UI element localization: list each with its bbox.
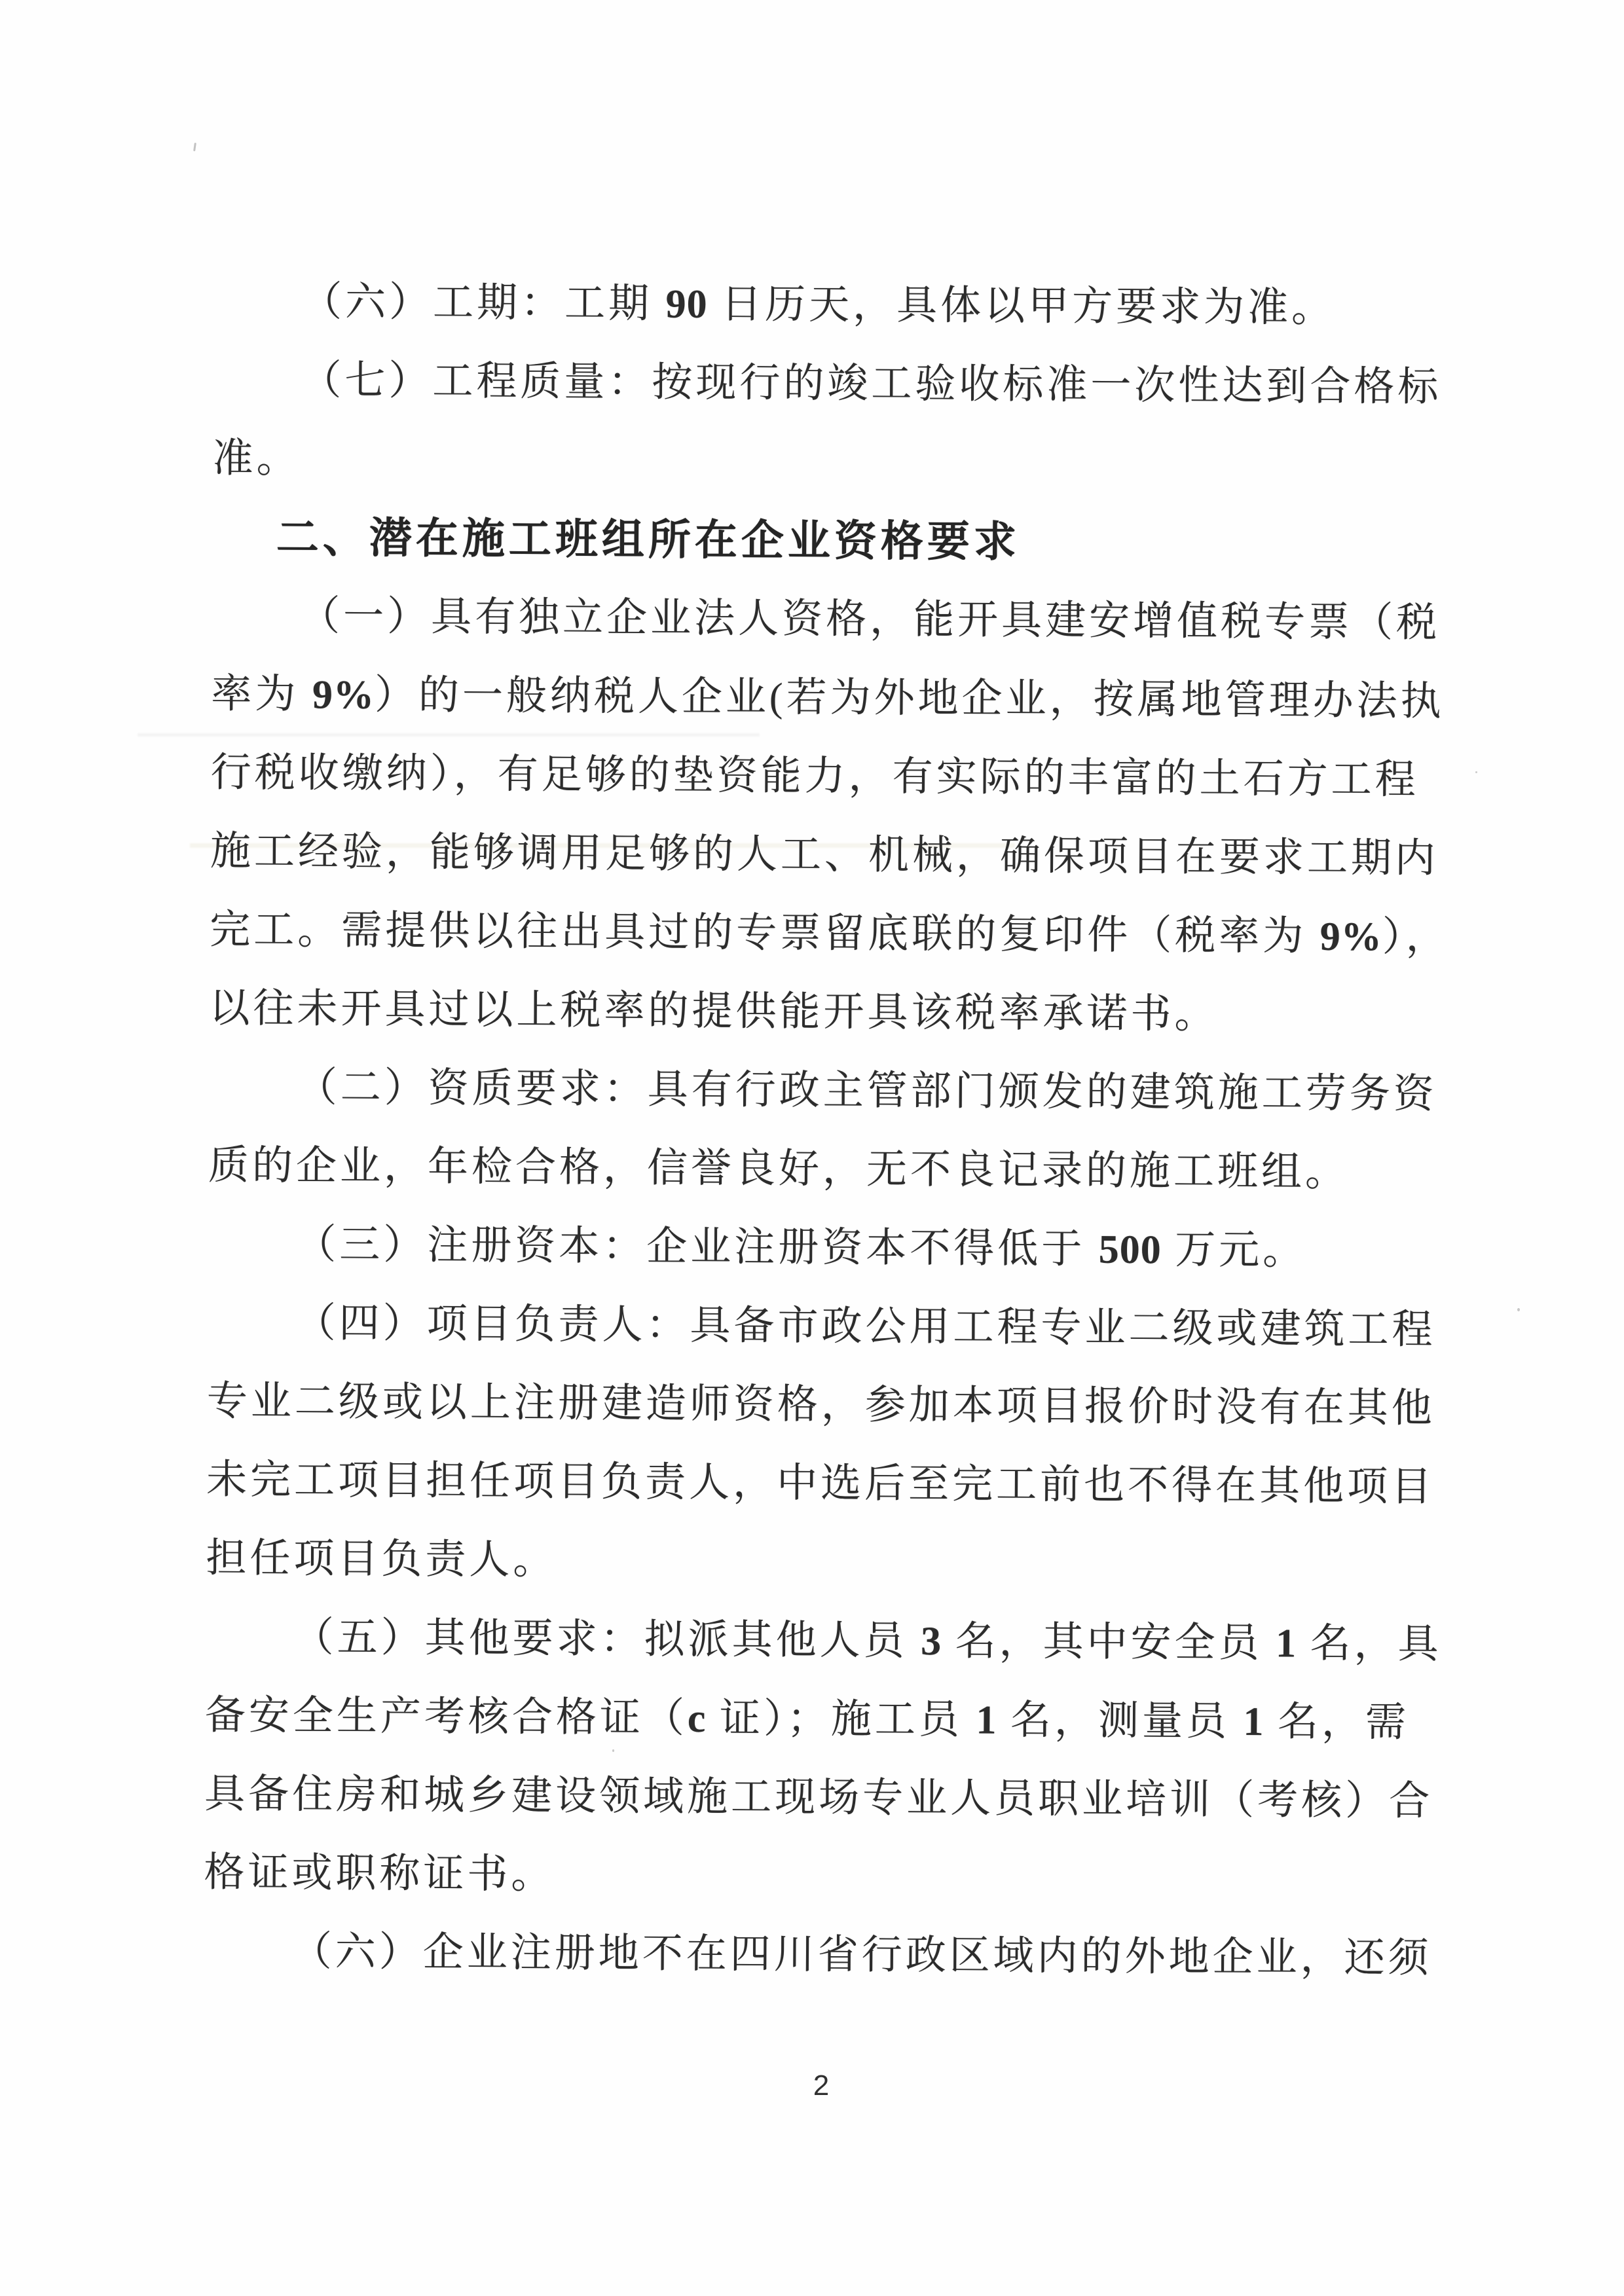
scan-speck bbox=[193, 143, 196, 151]
scan-speck bbox=[1475, 771, 1477, 773]
text-line: 率为 9%）的一般纳税人企业(若为外地企业，按属地管理办法执 bbox=[211, 672, 1445, 724]
latin-numeral: 9% bbox=[1320, 914, 1382, 960]
text-line: 专业二级或以上注册建造师资格，参加本项目报价时没有在其他 bbox=[206, 1379, 1436, 1431]
text-line: 具备住房和城乡建设领域施工现场专业人员职业培训（考核）合 bbox=[204, 1772, 1433, 1824]
text-line: 备安全生产考核合格证（c 证）；施工员 1 名，测量员 1 名，需 bbox=[204, 1693, 1410, 1745]
latin-numeral: 1 bbox=[1275, 1621, 1297, 1666]
document-body bbox=[203, 262, 1452, 1998]
text-line: （六）企业注册地不在四川省行政区域内的外地企业，还须 bbox=[291, 1929, 1432, 1981]
text-line: （四）项目负责人：具备市政公用工程专业二级或建筑工程 bbox=[295, 1301, 1436, 1353]
text-line: 准。 bbox=[212, 436, 301, 482]
text-line: 以往未开具过以上税率的提供能开具该税率承诺书。 bbox=[209, 986, 1219, 1037]
latin-numeral: 90 bbox=[665, 282, 708, 327]
text-line: 质的企业，年检合格，信誉良好，无不良记录的施工班组。 bbox=[208, 1143, 1350, 1195]
latin-numeral: 1 bbox=[1243, 1700, 1264, 1745]
text-line: 未完工项目担任项目负责人，中选后至完工前也不得在其他项目 bbox=[206, 1457, 1435, 1510]
text-line: 行税收缴纳），有足够的垫资能力，有实际的丰富的土石方工程 bbox=[210, 750, 1419, 803]
scan-speck bbox=[1517, 1308, 1520, 1311]
latin-numeral: 1 bbox=[976, 1698, 997, 1743]
text-line: 施工经验，能够调用足够的人工、机械，确保项目在要求工期内 bbox=[210, 829, 1439, 881]
text-line: 格证或职称证书。 bbox=[204, 1850, 555, 1897]
latin-numeral: c bbox=[687, 1696, 707, 1741]
text-line: 完工。需提供以往出具过的专票留底联的复印件（税率为 9%）， bbox=[210, 907, 1450, 960]
text-line: （一）具有独立企业法人资格，能开具建安增值税专票（税 bbox=[299, 594, 1441, 646]
text-line: 担任项目负责人。 bbox=[206, 1536, 557, 1583]
text-line: （二）资质要求：具有行政主管部门颁发的建筑施工劳务资 bbox=[296, 1065, 1437, 1117]
latin-numeral: 500 bbox=[1098, 1227, 1162, 1273]
section-heading: 二、潜在施工班组所在企业资格要求 bbox=[276, 513, 1021, 566]
text-line: （六）工期：工期 90 日历天，具体以甲方要求为准。 bbox=[301, 280, 1336, 331]
text-line: （七）工程质量：按现行的竣工验收标准一次性达到合格标 bbox=[301, 358, 1442, 410]
text-line: （三）注册资本：企业注册资本不得低于 500 万元。 bbox=[295, 1222, 1307, 1273]
page-number: 2 bbox=[813, 2069, 830, 2102]
text-line: （五）其他要求：拟派其他人员 3 名，其中安全员 1 名，具 bbox=[293, 1615, 1442, 1667]
latin-numeral: 9% bbox=[312, 672, 375, 718]
latin-numeral: 3 bbox=[920, 1619, 942, 1664]
